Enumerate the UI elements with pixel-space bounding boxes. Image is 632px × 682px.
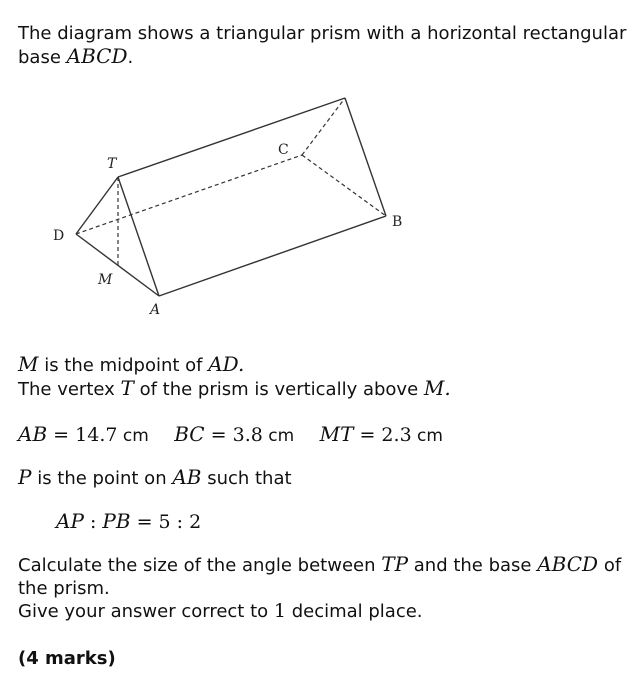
- point-p-text-1: is the point on: [31, 468, 173, 489]
- label-BC: BC: [174, 422, 205, 446]
- vertex-text-2: of the prism is vertically above: [133, 379, 424, 400]
- edge-TD: [76, 177, 118, 234]
- var-M: M: [18, 352, 39, 376]
- intro-paragraph: [18, 22, 626, 69]
- decimal-places: 1: [273, 600, 286, 622]
- question-text-5: decimal place.: [285, 601, 423, 622]
- midpoint-line: [18, 353, 451, 377]
- intro-line-2: [18, 45, 626, 69]
- label-M: M: [98, 272, 113, 288]
- point-p-text-2: such that: [201, 468, 292, 489]
- vertex-line: [18, 377, 451, 401]
- var-T: T: [120, 376, 134, 400]
- label-T: T: [107, 156, 117, 172]
- question-text-1: Calculate the size of the angle between: [18, 555, 382, 576]
- label-MT: MT: [319, 422, 354, 446]
- edge-T-top: [118, 98, 345, 177]
- ratio-colon: :: [83, 511, 103, 533]
- ratio-line: [56, 510, 201, 534]
- ratio-value: = 5 : 2: [130, 511, 202, 533]
- vertex-period: .: [444, 376, 451, 400]
- segment-AB: AB: [172, 465, 202, 489]
- value-AB: = 14.7: [47, 424, 118, 446]
- measurements-line: [18, 423, 443, 448]
- unit-MT: cm: [411, 426, 443, 446]
- label-C: C: [278, 142, 289, 158]
- value-MT: = 2.3: [353, 424, 412, 446]
- edge-TA: [118, 177, 159, 296]
- unit-AB: cm: [117, 426, 149, 446]
- question-line-2: the prism.: [18, 578, 110, 599]
- segment-TP: TP: [381, 552, 409, 576]
- question-paragraph: [18, 553, 621, 623]
- intro-period: .: [127, 47, 134, 68]
- base-ABCD: ABCD: [537, 552, 599, 576]
- label-A: A: [150, 302, 161, 318]
- intro-base-prefix: base: [18, 47, 67, 68]
- info-paragraph: [18, 353, 451, 401]
- var-P: P: [18, 465, 32, 489]
- midpoint-text: is the midpoint of: [38, 355, 209, 376]
- question-text-3: of: [598, 555, 622, 576]
- hidden-edge-CB: [302, 155, 386, 216]
- question-line-1: [18, 553, 621, 577]
- prism-diagram: [40, 88, 403, 318]
- ratio-PB: PB: [102, 509, 131, 533]
- label-D: D: [53, 228, 65, 244]
- intro-line-1: The diagram shows a triangular prism with a horizontal rectangular: [18, 23, 627, 44]
- label-AB: AB: [18, 422, 48, 446]
- point-p-line: [18, 466, 292, 490]
- edge-AB: [159, 216, 386, 296]
- label-B: B: [392, 214, 403, 230]
- hidden-edge-C-top: [302, 98, 345, 155]
- question-text-4: Give your answer correct to: [18, 601, 274, 622]
- vertex-text-1: The vertex: [18, 379, 121, 400]
- marks-label: (4 marks): [18, 648, 116, 669]
- var-M-2: M: [423, 376, 445, 400]
- midpoint-period: .: [238, 352, 245, 376]
- ratio-AP: AP: [56, 509, 84, 533]
- segment-AD: AD: [208, 352, 238, 376]
- value-BC: = 3.8: [204, 424, 263, 446]
- edge-top-B: [345, 98, 386, 216]
- base-name: ABCD: [66, 44, 128, 68]
- question-line-3: [18, 600, 621, 623]
- unit-BC: cm: [262, 426, 295, 446]
- question-text-2: and the base: [408, 555, 538, 576]
